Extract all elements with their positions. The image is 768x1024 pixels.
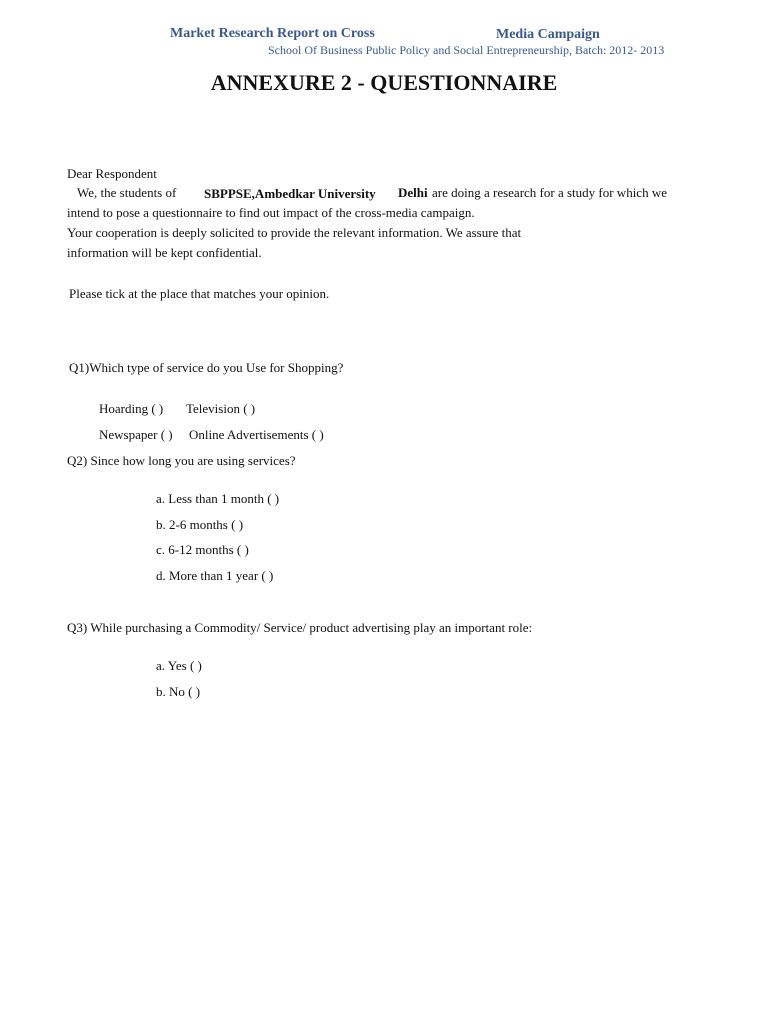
intro-line1-start: We, the students of (77, 185, 177, 200)
intro-org-name: SBPPSE,Ambedkar University (204, 186, 376, 201)
header-report-title-cont: Media Campaign (496, 27, 600, 42)
q2-option-c[interactable]: c. 6-12 months ( ) (156, 542, 249, 557)
q2-option-b[interactable]: b. 2-6 months ( ) (156, 517, 244, 532)
q2-option-d[interactable]: d. More than 1 year ( ) (156, 568, 274, 583)
intro-line2: intend to pose a questionnaire to find out impact of the cross-media campaign. (67, 205, 475, 220)
intro-line4: information will be kept confidential. (67, 245, 262, 260)
q3-option-no[interactable]: b. No ( ) (156, 684, 201, 699)
header-school-batch: School Of Business Public Policy and Social Entrepreneurship, Batch: 2012- 2013 (268, 43, 665, 57)
q1-option-hoarding[interactable]: Hoarding ( ) (99, 401, 164, 416)
q1-text: Q1)Which type of service do you Use for Shopping? (69, 360, 344, 375)
q1-option-television[interactable]: Television ( ) (186, 401, 256, 416)
q1-option-newspaper[interactable]: Newspaper ( ) (99, 427, 173, 442)
q2-option-a[interactable]: a. Less than 1 month ( ) (156, 491, 280, 506)
intro-city: Delhi (398, 185, 428, 200)
header-report-title: Market Research Report on Cross (170, 26, 375, 41)
salutation: Dear Respondent (67, 166, 157, 181)
q2-text: Q2) Since how long you are using services? (67, 453, 296, 468)
intro-line3: Your cooperation is deeply solicited to provide the relevant information. We assure that (67, 225, 522, 240)
page-title: ANNEXURE 2 - QUESTIONNAIRE (210, 70, 558, 95)
intro-line1-end: are doing a research for a study for which we (432, 185, 667, 200)
instruction: Please tick at the place that matches your opinion. (69, 286, 330, 301)
q1-option-online-ads[interactable]: Online Advertisements ( ) (189, 427, 324, 442)
q3-text: Q3) While purchasing a Commodity/ Service/ product advertising play an important role: (67, 620, 533, 635)
q3-option-yes[interactable]: a. Yes ( ) (156, 658, 202, 673)
